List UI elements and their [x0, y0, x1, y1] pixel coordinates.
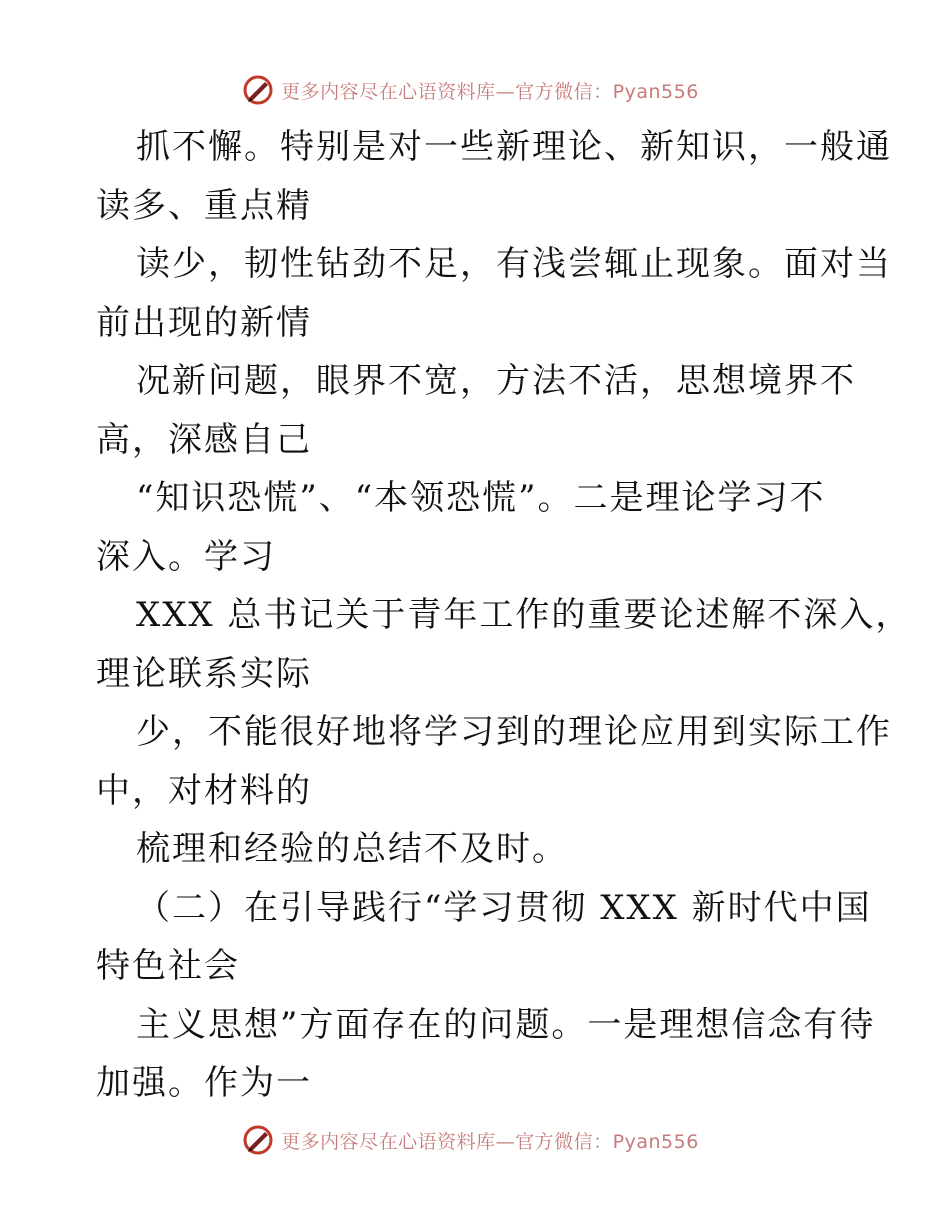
- header-watermark: [0, 70, 950, 110]
- body-line: （二）在引导践行“学习贯彻 XXX 新时代中国: [136, 887, 872, 928]
- body-line: 读多、重点精: [96, 185, 312, 226]
- body-line: 少，不能很好地将学习到的理论应用到实际工作: [136, 712, 892, 752]
- body-line: 主义思想”方面存在的问题。一是理想信念有待: [136, 1004, 876, 1045]
- watermark-label: 更多内容尽在心语资料库—官方微信：: [281, 1130, 613, 1153]
- body-line: “知识恐慌”、“本领恐慌”。二是理论学习不: [136, 478, 826, 518]
- body-line: XXX 总书记关于青年工作的重要论述解不深入，: [136, 595, 912, 635]
- watermark-wechat-id: Pyan556: [612, 80, 699, 103]
- body-line: 抓不懈。特别是对一些新理论、新知识，一般通: [136, 127, 892, 167]
- body-line: 梳理和经验的总结不及时。: [136, 829, 568, 869]
- body-line: 深入。学习: [96, 536, 276, 577]
- body-line: 况新问题，眼界不宽，方法不活，思想境界不: [136, 361, 856, 401]
- watermark-text: [281, 77, 699, 104]
- body-line: 前出现的新情: [96, 302, 312, 343]
- watermark-label: 更多内容尽在心语资料库—官方微信：: [281, 80, 613, 103]
- footer-watermark: [0, 1120, 950, 1160]
- body-line: 中，对材料的: [96, 770, 312, 811]
- watermark-wechat-id: Pyan556: [612, 1130, 699, 1153]
- body-line: 理论联系实际: [96, 653, 312, 694]
- body-line: 读少，韧性钻劲不足，有浅尝辄止现象。面对当: [136, 244, 892, 284]
- watermark-row: [241, 73, 699, 107]
- body-line: 特色社会: [96, 946, 240, 986]
- body-line: 加强。作为一: [96, 1063, 312, 1103]
- watermark-text: [281, 1127, 699, 1154]
- red-pen-circle-logo-icon: [241, 73, 275, 107]
- watermark-row: [241, 1123, 699, 1157]
- red-pen-circle-logo-icon: [241, 1123, 275, 1157]
- body-line: 高，深感自己: [96, 419, 312, 460]
- document-body: [96, 118, 912, 1113]
